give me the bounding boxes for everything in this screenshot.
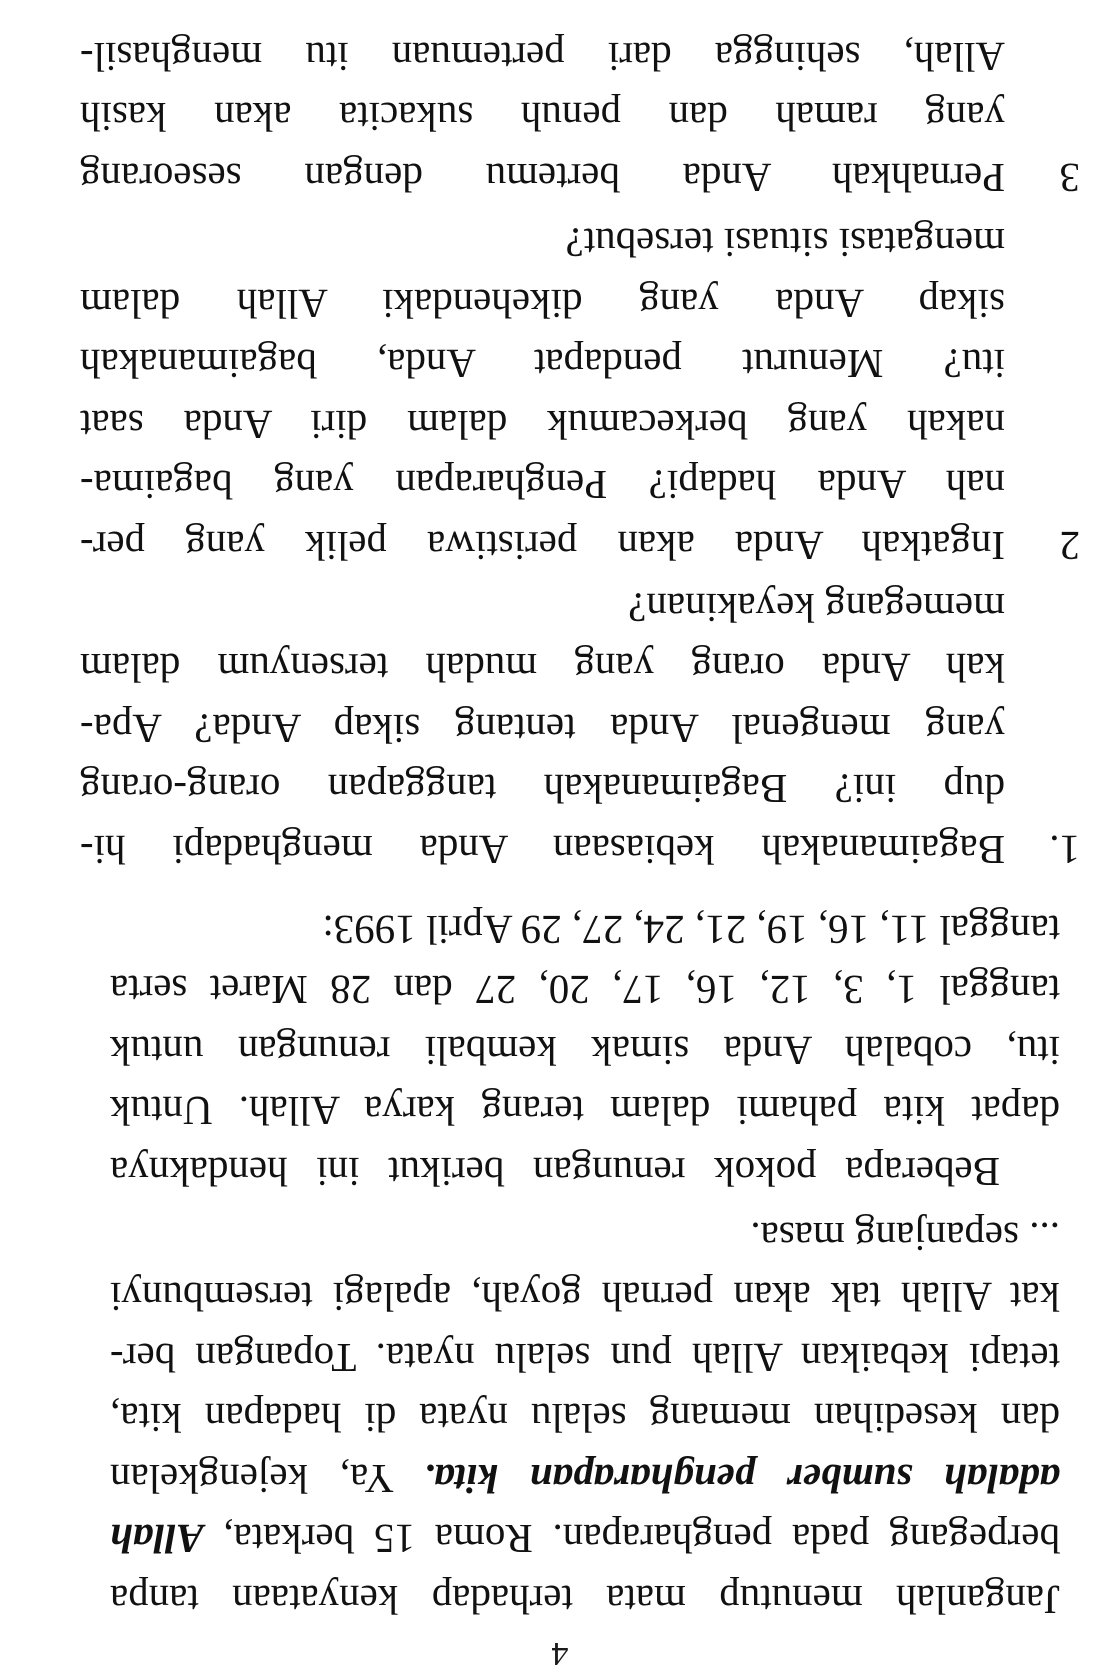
text-line: Bagaimanakah kebiasaan Anda menghadapi hi- xyxy=(80,827,1005,873)
page-number: 4 xyxy=(551,1635,569,1672)
text-line xyxy=(110,1449,1060,1510)
text-line: nakah yang berkecamuk dalam diri Anda saat xyxy=(80,402,1005,448)
text-line: itu? Menurut pendapat Anda, bagaimanakah xyxy=(80,341,1005,388)
question-text xyxy=(80,27,1005,209)
text-line: kah Anda orang yang mudah tersenyum dalam xyxy=(80,645,1005,692)
text-line: dan kesedihan memang selalu nyata di hadapan kita, xyxy=(110,1395,1060,1442)
emphasis-allah: Allah xyxy=(110,1516,204,1563)
text-line: tanggal 1, 3, 12, 16, 17, 20, 27 dan 28 Maret serta xyxy=(110,967,1060,1014)
question-text xyxy=(80,578,1005,881)
text-line: Beberapa pokok renungan berikut ini hendaknya xyxy=(110,1149,1000,1195)
text-line: tetapi kebaikan Allah pun selalu nyata. Topangan ber- xyxy=(110,1335,1060,1381)
text-line: nah Anda hadapi? Pengharapan yang bagaima- xyxy=(80,462,1005,509)
text-line: dup ini? Bagaimanakah tanggapan orang-orang xyxy=(80,766,1005,813)
text-line: Ingatkah Anda akan peristiwa pelik yang per- xyxy=(80,523,1005,569)
text-line: memegang keyakinan? xyxy=(628,585,1005,631)
instruction-paragraph xyxy=(110,900,1060,1203)
text-line: kat Allah tak akan pernah goyah, apalagi tersembunyi xyxy=(110,1274,1060,1321)
intro-paragraph xyxy=(110,1207,1060,1631)
text-line: mengatasi situasi tersebut? xyxy=(565,220,1005,267)
text-line: itu, cobalah Anda simak kembali renungan untuk xyxy=(110,1028,1060,1074)
text-line: sikap Anda yang dikehendaki Allah dalam xyxy=(80,281,1005,327)
text-line: yang ramah dan penuh sukacita akan kasih xyxy=(80,94,1005,141)
text-line: ... sepanjang masa. xyxy=(750,1214,1060,1260)
question-number: 3 xyxy=(1059,155,1080,201)
text-line: tanggal 11, 16, 19, 21, 24, 27, 29 April 1993: xyxy=(322,907,1060,953)
emphasis-hope: adalah sumber pengharapan kita. xyxy=(423,1456,1060,1502)
text-line: dapat kita pahami dalam terang karya Allah. Untuk xyxy=(110,1088,1060,1135)
question-number: 1. xyxy=(1049,827,1080,873)
question-text xyxy=(80,213,1005,576)
text-line: Pernahkah Anda bertemu dengan seseorang xyxy=(80,155,1005,201)
text-fragment: Ya, kejengkelan xyxy=(110,1456,424,1502)
text-line xyxy=(110,1509,1060,1570)
text-fragment: berpegang pada pengharapan. Roma 15 berkata, xyxy=(203,1516,1060,1563)
text-line: Janganlah menutup mata terhadap kenyataan tanpa xyxy=(110,1577,1060,1623)
text-line: yang mengenal Anda tentang sikap Anda? Apa- xyxy=(80,706,1005,752)
question-number: 2 xyxy=(1059,523,1080,569)
text-line: Allah, sehingga dari pertemuan itu menghasil- xyxy=(80,34,1005,80)
